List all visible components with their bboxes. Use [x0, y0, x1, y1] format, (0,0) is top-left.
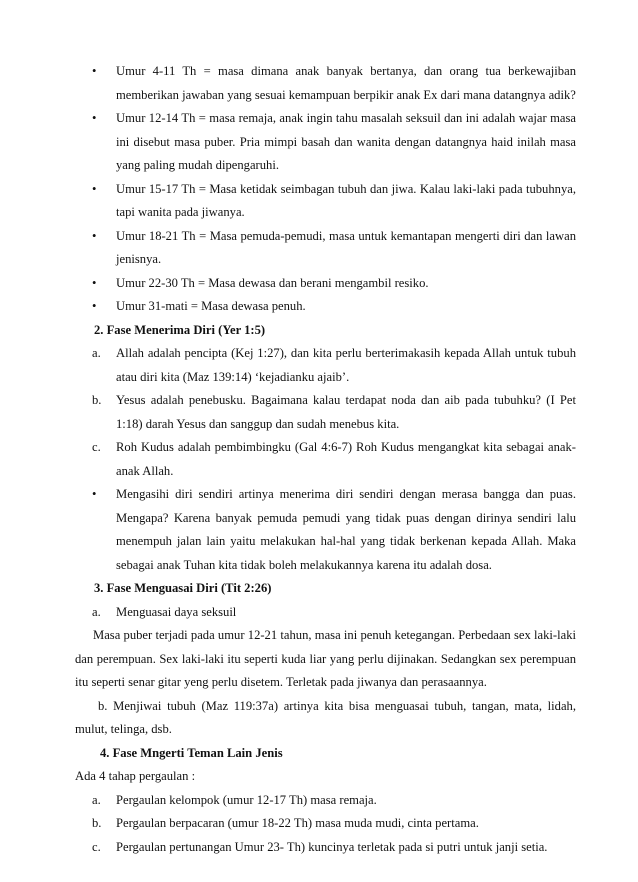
age-stage-list [0, 60, 638, 319]
list-item [92, 436, 576, 483]
list-item [92, 601, 576, 625]
list-item-text: Roh Kudus adalah pembimbingku (Gal 4:6-7) Roh Kudus mengangkat kita sebagai anak-anak Allah. [116, 440, 576, 478]
section4-list [0, 789, 638, 860]
list-item [92, 836, 576, 860]
section-heading: 2. Fase Menerima Diri (Yer 1:5) [94, 322, 266, 337]
list-item [92, 272, 576, 296]
list-item [92, 812, 576, 836]
list-marker: • [92, 487, 97, 501]
document-page [0, 60, 638, 859]
list-item [92, 295, 576, 319]
list-item [92, 178, 576, 225]
list-item-text: Pergaulan kelompok (umur 12-17 Th) masa remaja. [116, 792, 377, 807]
list-item [92, 789, 576, 813]
list-item-text: Umur 4-11 Th = masa dimana anak banyak bertanya, dan orang tua berkewajiban memberikan jawaban yang sesuai kemampuan berpikir anak Ex dari mana datangnya adik? [116, 64, 576, 102]
list-marker: c. [92, 839, 101, 854]
body-paragraph: b. Menjiwai tubuh (Maz 119:37a) artinya kita bisa menguasai tubuh, tangan, mata, lidah, mulut, telinga, dsb. [75, 698, 576, 736]
list-marker: a. [92, 346, 101, 360]
bullet-marker: • [92, 228, 97, 243]
list-item-text: Pergaulan pertunangan Umur 23- Th) kuncinya terletak pada si putri untuk janji setia. [116, 839, 548, 854]
list-marker: b. [92, 816, 102, 830]
list-item-text: Menguasai daya seksuil [116, 604, 237, 619]
list-item-text: Umur 15-17 Th = Masa ketidak seimbagan tubuh dan jiwa. Kalau laki-laki pada tubuhnya, tapi wanita pada jiwanya. [116, 181, 576, 219]
list-marker: a. [92, 604, 101, 619]
section2-list [0, 342, 638, 577]
list-item-text: Yesus adalah penebusku. Bagaimana kalau terdapat noda dan aib pada tubuhku? (I Pet 1:18) darah Yesus dan sanggup dan sudah menebus kita. [116, 393, 576, 431]
list-item [92, 483, 576, 577]
list-item [92, 225, 576, 272]
list-item [92, 389, 576, 436]
list-marker: c. [92, 440, 101, 454]
list-item-text: Umur 22-30 Th = Masa dewasa dan berani mengambil resiko. [116, 275, 429, 290]
list-item [92, 342, 576, 389]
bullet-marker: • [92, 275, 97, 290]
body-paragraph: Masa puber terjadi pada umur 12-21 tahun, masa ini penuh ketegangan. Perbedaan sex laki-laki dan perempuan. Sex laki-laki itu seperti kuda liar yang perlu dijinakan. Sedangkan sex perempuan itu seperti senar gitar yeng perlu disetem. Terletak pada jiwanya dan perasaannya. [75, 628, 576, 689]
bullet-marker: • [92, 299, 97, 313]
list-marker: a. [92, 792, 101, 807]
list-item-text: Mengasihi diri sendiri artinya menerima diri sendiri dengan merasa bangga dan puas. Mengapa? Karena banyak pemuda pemudi yang tidak puas dengan dirinya sendiri lalu menempuh jalan lain yaitu melakukan hal-hal yang tidak berkenan kepada Allah. Maka sebagai anak Tuhan kita tidak boleh melakukannya karena itu adalah dosa. [116, 487, 576, 572]
section-heading: 3. Fase Menguasai Diri (Tit 2:26) [94, 581, 272, 595]
body-paragraph: Ada 4 tahap pergaulan : [75, 769, 196, 783]
bullet-marker: • [92, 181, 97, 196]
section-heading: 4. Fase Mngerti Teman Lain Jenis [100, 745, 283, 760]
list-item-text: Pergaulan berpacaran (umur 18-22 Th) masa muda mudi, cinta pertama. [116, 816, 479, 830]
list-marker: b. [92, 393, 102, 407]
bullet-marker: • [92, 64, 97, 78]
list-item-text: Umur 31-mati = Masa dewasa penuh. [116, 299, 306, 313]
list-item [92, 60, 576, 107]
list-item-text: Umur 18-21 Th = Masa pemuda-pemudi, masa untuk kemantapan mengerti diri dan lawan jenisnya. [116, 228, 576, 266]
list-item-text: Umur 12-14 Th = masa remaja, anak ingin tahu masalah seksuil dan ini adalah wajar masa ini disebut masa puber. Pria mimpi basah dan wanita dengan datangnya haid inilah masa yang paling mudah dipengaruhi. [116, 111, 576, 172]
bullet-marker: • [92, 111, 97, 125]
list-item-text: Allah adalah pencipta (Kej 1:27), dan kita perlu berterimakasih kepada Allah untuk tubuh atau diri kita (Maz 139:14) ‘kejadianku ajaib’. [116, 346, 576, 384]
list-item [92, 107, 576, 178]
